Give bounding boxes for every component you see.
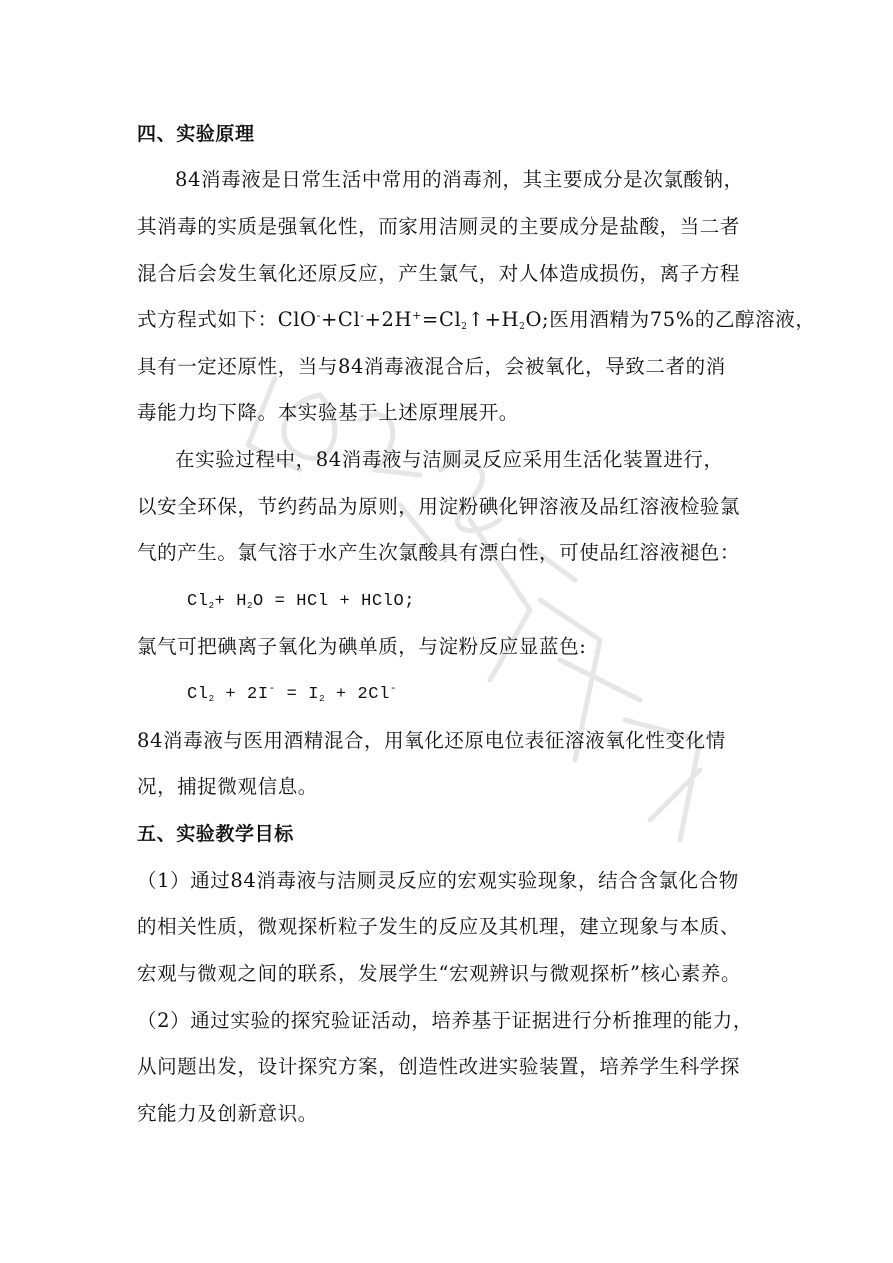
- paragraph-line: 氯气可把碘离子氧化为碘单质，与淀粉反应显蓝色:: [137, 635, 587, 658]
- paragraph-line: 在实验过程中，84消毒液与洁厕灵反应采用生活化装置进行，: [175, 448, 724, 471]
- paragraph-line: 84消毒液与医用酒精混合，用氧化还原电位表征溶液氧化性变化情: [137, 729, 726, 752]
- section-heading-objectives: 五、实验教学目标: [137, 823, 294, 845]
- paragraph-line: 气的产生。氯气溶于水产生次氯酸具有漂白性，可使品红溶液褪色：: [137, 541, 741, 564]
- objective-line: 的相关性质，微观探析粒子发生的反应及其机理，建立现象与本质、: [137, 915, 741, 938]
- objective-line: 从问题出发，设计探究方案，创造性改进实验装置，培养学生科学探: [137, 1055, 741, 1078]
- paragraph-continuation: ;医用酒精为75%的乙醇溶液，: [542, 308, 816, 331]
- paragraph-line: 其消毒的实质是强氧化性，而家用洁厕灵的主要成分是盐酸，当二者: [137, 215, 741, 238]
- chemical-equation-chlorine-water: $Cl_2+ H_2O$ = HCl + HClO;: [187, 592, 416, 611]
- ion-equation: $ClO^-+Cl^-+2H^+=Cl_2↑+H_2O$: [277, 308, 543, 332]
- paragraph-line: 况，捕捉微观信息。: [137, 775, 318, 798]
- objective-line: 宏观与微观之间的联系，发展学生“宏观辨识与微观探析”核心素养。: [137, 962, 742, 985]
- paragraph-line-with-equation: [137, 308, 816, 332]
- paragraph-line: 毒能力均下降。本实验基于上述原理展开。: [137, 401, 519, 424]
- paragraph-line: 以安全环保，节约药品为原则，用淀粉碘化钾溶液及品红溶液检验氯: [137, 495, 741, 518]
- paragraph-line: 具有一定还原性，当与84消毒液混合后，会被氧化，导致二者的消: [137, 355, 726, 378]
- section-heading-principle: 四、实验原理: [137, 123, 255, 145]
- objective-line: （1）通过84消毒液与洁厕灵反应的宏观实验现象，结合含氯化合物: [137, 869, 739, 892]
- paragraph-line: 84消毒液是日常生活中常用的消毒剂，其主要成分是次氯酸钠，: [175, 168, 744, 191]
- objective-line: 究能力及创新意识。: [137, 1102, 318, 1125]
- objective-line: （2）通过实验的探究验证活动，培养基于证据进行分析推理的能力，: [137, 1009, 754, 1032]
- paragraph-line: 混合后会发生氧化还原反应，产生氯气，对人体造成损伤，离子方程: [137, 262, 741, 285]
- chemical-equation-iodide-oxidation: $Cl_2 + 2I^- = I_2 + 2Cl^-$: [187, 683, 398, 704]
- equation-intro: 式方程式如下：: [137, 308, 278, 331]
